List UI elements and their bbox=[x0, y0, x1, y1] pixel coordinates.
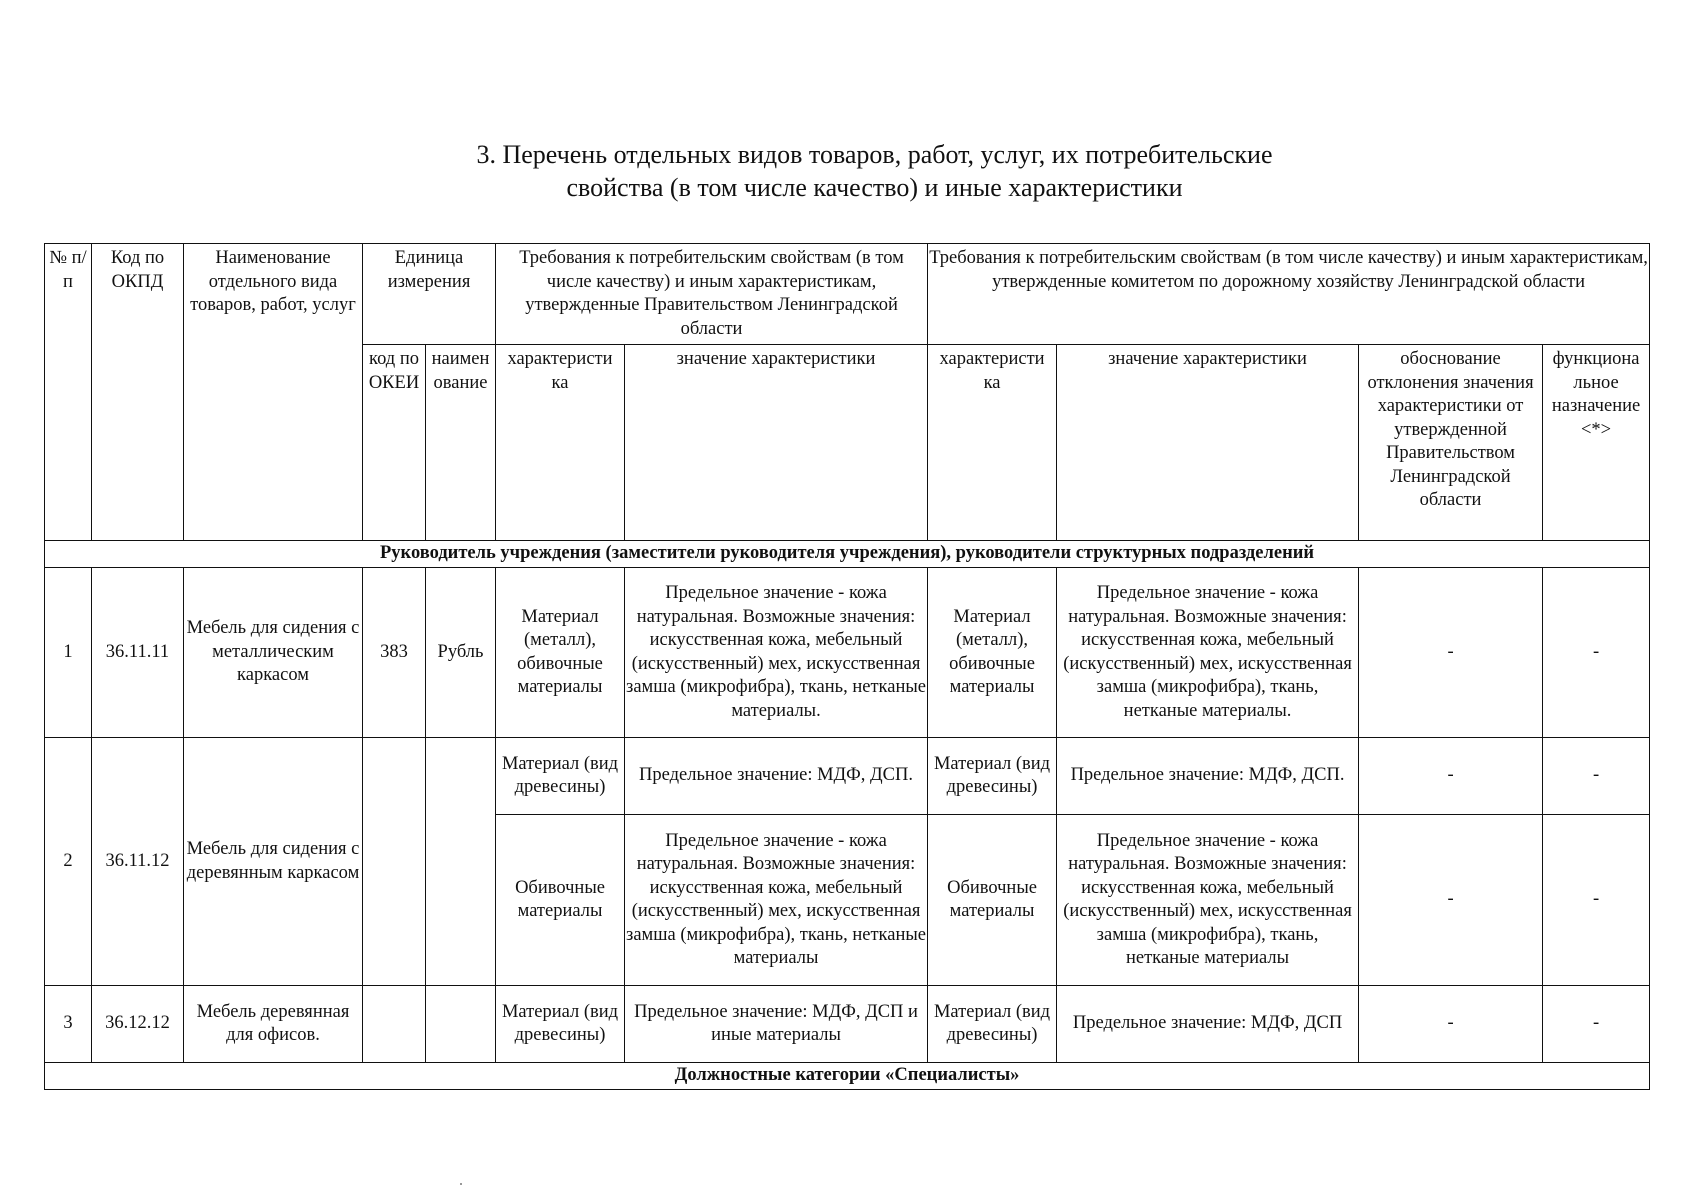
row-name: Мебель деревянная для офисов. bbox=[184, 986, 363, 1063]
header-num: № п/п bbox=[45, 244, 92, 541]
row-num: 1 bbox=[45, 568, 92, 738]
table-row bbox=[45, 986, 1650, 1063]
row-value: Предельное значение - кожа натуральная. Возможные значения: искусственная кожа, мебельный (искусственный) мех, искусственная замша (микрофибра), ткань, нетканые материалы bbox=[625, 815, 928, 986]
row-name: Мебель для сидения с деревянным каркасом bbox=[184, 738, 363, 986]
section-title-specialists: Должностные категории «Специалисты» bbox=[45, 1063, 1650, 1090]
header-unit: Единица измерения bbox=[363, 244, 496, 345]
row-unit bbox=[426, 986, 496, 1063]
header-okpd: Код по ОКПД bbox=[92, 244, 184, 541]
header-row-1 bbox=[45, 244, 1650, 345]
row-characteristic: Материал (вид древесины) bbox=[496, 986, 625, 1063]
header-justification: обоснование отклонения значения характеристики от утвержденной Правительством Ленинградской области bbox=[1359, 345, 1543, 541]
header-committee-requirements bbox=[928, 244, 1650, 345]
section-title-managers: Руководитель учреждения (заместители руководителя учреждения), руководители структурных подразделений bbox=[45, 541, 1650, 568]
row-characteristic-2: Материал (вид древесины) bbox=[928, 986, 1057, 1063]
row-characteristic-2: Материал (вид древесины) bbox=[928, 738, 1057, 815]
row-value: Предельное значение: МДФ, ДСП и иные материалы bbox=[625, 986, 928, 1063]
row-okei bbox=[363, 986, 426, 1063]
row-value-2: Предельное значение - кожа натуральная. Возможные значения: искусственная кожа, мебельный (искусственный) мех, искусственная замша (микрофибра), ткань, нетканые материалы bbox=[1057, 815, 1359, 986]
document-title bbox=[0, 138, 1689, 204]
row-characteristic: Обивочные материалы bbox=[496, 815, 625, 986]
row-value: Предельное значение: МДФ, ДСП. bbox=[625, 738, 928, 815]
row-okpd: 36.11.12 bbox=[92, 738, 184, 986]
row-characteristic: Материал (вид древесины) bbox=[496, 738, 625, 815]
header-name: Наименование отдельного вида товаров, работ, услуг bbox=[184, 244, 363, 541]
header-characteristic-value-2: значение характеристики bbox=[1057, 345, 1359, 541]
row-characteristic-2: Материал (металл), обивочные материалы bbox=[928, 568, 1057, 738]
header-committee-line-2: утвержденные комитетом по дорожному хозяйству Ленинградской области bbox=[992, 271, 1586, 292]
row-justification: - bbox=[1359, 738, 1543, 815]
scan-speck bbox=[460, 1183, 462, 1185]
title-line-1: 3. Перечень отдельных видов товаров, работ, услуг, их потребительские bbox=[476, 140, 1273, 169]
table-row bbox=[45, 568, 1650, 738]
row-characteristic-2: Обивочные материалы bbox=[928, 815, 1057, 986]
header-characteristic-value: значение характеристики bbox=[625, 345, 928, 541]
section-row-managers bbox=[45, 541, 1650, 568]
row-value-2: Предельное значение - кожа натуральная. Возможные значения: искусственная кожа, мебельный (искусственный) мех, искусственная замша (микрофибра), ткань, нетканые материалы. bbox=[1057, 568, 1359, 738]
header-gov-requirements: Требования к потребительским свойствам (в том числе качеству) и иным характеристикам, утвержденные Правительством Ленинградской области bbox=[496, 244, 928, 345]
row-okpd: 36.12.12 bbox=[92, 986, 184, 1063]
header-characteristic: характеристи ка bbox=[496, 345, 625, 541]
row-characteristic: Материал (металл), обивочные материалы bbox=[496, 568, 625, 738]
row-unit: Рубль bbox=[426, 568, 496, 738]
row-okei bbox=[363, 738, 426, 986]
header-okei-code: код по ОКЕИ bbox=[363, 345, 426, 541]
header-committee-line-1: Требования к потребительским свойствам (в том числе качеству) и иным характеристикам, bbox=[929, 248, 1648, 268]
row-name: Мебель для сидения с металлическим каркасом bbox=[184, 568, 363, 738]
row-okei: 383 bbox=[363, 568, 426, 738]
row-function: - bbox=[1543, 986, 1650, 1063]
header-function: функциона льное назначение <*> bbox=[1543, 345, 1650, 541]
row-num: 3 bbox=[45, 986, 92, 1063]
requirements-table bbox=[44, 243, 1650, 1090]
row-function: - bbox=[1543, 738, 1650, 815]
row-num: 2 bbox=[45, 738, 92, 986]
row-justification: - bbox=[1359, 986, 1543, 1063]
row-justification: - bbox=[1359, 815, 1543, 986]
title-line-2: свойства (в том числе качество) и иные характеристики bbox=[566, 173, 1183, 202]
row-value: Предельное значение - кожа натуральная. Возможные значения: искусственная кожа, мебельный (искусственный) мех, искусственная замша (микрофибра), ткань, нетканые материалы. bbox=[625, 568, 928, 738]
section-row-specialists bbox=[45, 1063, 1650, 1090]
header-characteristic-2: характеристи ка bbox=[928, 345, 1057, 541]
row-justification: - bbox=[1359, 568, 1543, 738]
row-unit bbox=[426, 738, 496, 986]
row-value-2: Предельное значение: МДФ, ДСП bbox=[1057, 986, 1359, 1063]
header-unit-name: наимен ование bbox=[426, 345, 496, 541]
row-okpd: 36.11.11 bbox=[92, 568, 184, 738]
row-value-2: Предельное значение: МДФ, ДСП. bbox=[1057, 738, 1359, 815]
row-function: - bbox=[1543, 815, 1650, 986]
table-row bbox=[45, 738, 1650, 815]
row-function: - bbox=[1543, 568, 1650, 738]
